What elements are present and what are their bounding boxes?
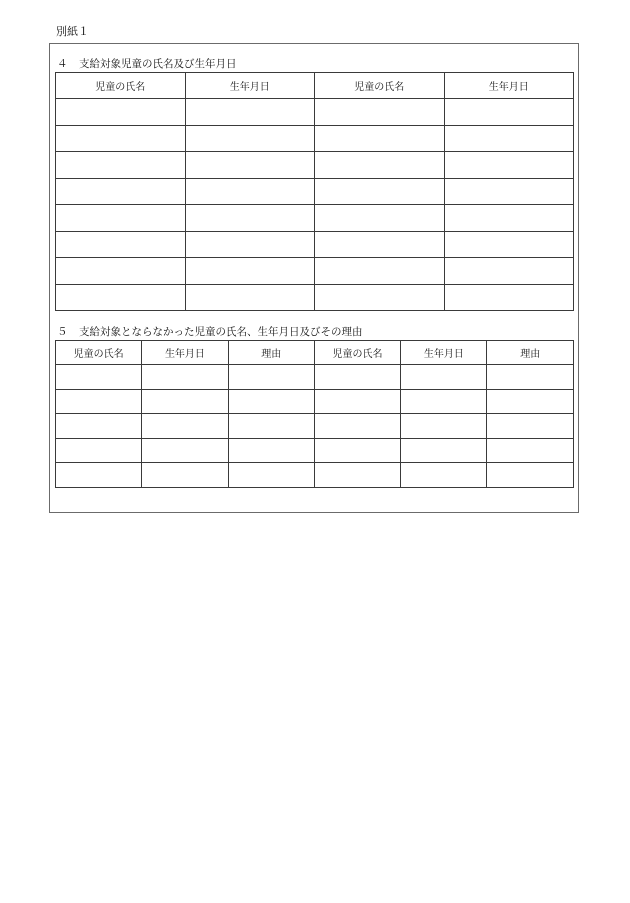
blank-entry-cell[interactable]: [487, 365, 574, 390]
blank-entry-cell[interactable]: [444, 258, 574, 285]
blank-entry-cell[interactable]: [56, 414, 142, 439]
blank-entry-cell[interactable]: [228, 414, 314, 439]
blank-entry-cell[interactable]: [315, 178, 445, 205]
table-row: [56, 389, 574, 414]
blank-entry-cell[interactable]: [56, 178, 186, 205]
table-row: [56, 365, 574, 390]
blank-entry-cell[interactable]: [444, 178, 574, 205]
blank-entry-cell[interactable]: [315, 152, 445, 179]
section-4-heading: 支給対象児童の氏名及び生年月日: [79, 58, 237, 70]
table-row: [56, 99, 574, 126]
blank-entry-cell[interactable]: [142, 438, 228, 463]
blank-entry-cell[interactable]: [228, 438, 314, 463]
blank-entry-cell[interactable]: [314, 389, 400, 414]
blank-entry-cell[interactable]: [56, 231, 186, 258]
blank-entry-cell[interactable]: [142, 463, 228, 488]
column-header-child-name: 児童の氏名: [56, 73, 186, 99]
blank-entry-cell[interactable]: [142, 414, 228, 439]
blank-entry-cell[interactable]: [315, 99, 445, 126]
blank-entry-cell[interactable]: [315, 125, 445, 152]
blank-entry-cell[interactable]: [56, 438, 142, 463]
blank-entry-cell[interactable]: [401, 414, 487, 439]
eligible-children-table: [55, 72, 574, 311]
blank-entry-cell[interactable]: [487, 389, 574, 414]
blank-entry-cell[interactable]: [315, 205, 445, 232]
table-row: [56, 463, 574, 488]
column-header-reason: 理由: [228, 341, 314, 365]
blank-entry-cell[interactable]: [56, 99, 186, 126]
table-row: [56, 258, 574, 285]
blank-entry-cell[interactable]: [401, 463, 487, 488]
column-header-child-name: 児童の氏名: [315, 73, 445, 99]
blank-entry-cell[interactable]: [444, 231, 574, 258]
blank-entry-cell[interactable]: [185, 284, 315, 311]
blank-entry-cell[interactable]: [185, 125, 315, 152]
blank-entry-cell[interactable]: [444, 99, 574, 126]
blank-entry-cell[interactable]: [487, 438, 574, 463]
column-header-birth-date: 生年月日: [401, 341, 487, 365]
blank-entry-cell[interactable]: [487, 463, 574, 488]
blank-entry-cell[interactable]: [185, 178, 315, 205]
blank-entry-cell[interactable]: [56, 389, 142, 414]
column-header-birth-date: 生年月日: [142, 341, 228, 365]
blank-entry-cell[interactable]: [315, 258, 445, 285]
blank-entry-cell[interactable]: [56, 284, 186, 311]
blank-entry-cell[interactable]: [228, 389, 314, 414]
column-header-birth-date: 生年月日: [185, 73, 315, 99]
column-header-reason: 理由: [487, 341, 574, 365]
table-row: [56, 152, 574, 179]
blank-entry-cell[interactable]: [315, 284, 445, 311]
blank-entry-cell[interactable]: [314, 414, 400, 439]
blank-entry-cell[interactable]: [185, 258, 315, 285]
blank-entry-cell[interactable]: [185, 205, 315, 232]
blank-entry-cell[interactable]: [56, 125, 186, 152]
column-header-child-name: 児童の氏名: [314, 341, 400, 365]
table-row: [56, 414, 574, 439]
blank-entry-cell[interactable]: [228, 463, 314, 488]
table-row: [56, 178, 574, 205]
section-4-number: ４: [57, 58, 68, 70]
blank-entry-cell[interactable]: [487, 414, 574, 439]
annex-label: 別紙１: [56, 25, 89, 38]
blank-entry-cell[interactable]: [315, 231, 445, 258]
table-row: [56, 231, 574, 258]
blank-entry-cell[interactable]: [314, 438, 400, 463]
blank-entry-cell[interactable]: [444, 205, 574, 232]
ineligible-children-table: [55, 340, 574, 488]
blank-entry-cell[interactable]: [228, 365, 314, 390]
table-header-row: [56, 341, 574, 365]
blank-entry-cell[interactable]: [142, 389, 228, 414]
section-5-title: [57, 326, 363, 339]
blank-entry-cell[interactable]: [56, 152, 186, 179]
blank-entry-cell[interactable]: [185, 152, 315, 179]
section-5-number: ５: [57, 326, 68, 338]
table-row: [56, 438, 574, 463]
blank-entry-cell[interactable]: [444, 152, 574, 179]
blank-entry-cell[interactable]: [185, 99, 315, 126]
blank-entry-cell[interactable]: [185, 231, 315, 258]
column-header-birth-date: 生年月日: [444, 73, 574, 99]
table-row: [56, 125, 574, 152]
blank-entry-cell[interactable]: [314, 365, 400, 390]
blank-entry-cell[interactable]: [401, 365, 487, 390]
blank-entry-cell[interactable]: [56, 463, 142, 488]
section-4-title: [57, 58, 237, 71]
blank-entry-cell[interactable]: [56, 205, 186, 232]
table-row: [56, 284, 574, 311]
blank-entry-cell[interactable]: [56, 365, 142, 390]
section-5-heading: 支給対象とならなかった児童の氏名、生年月日及びその理由: [79, 326, 363, 338]
blank-entry-cell[interactable]: [314, 463, 400, 488]
column-header-child-name: 児童の氏名: [56, 341, 142, 365]
table-header-row: [56, 73, 574, 99]
blank-entry-cell[interactable]: [401, 438, 487, 463]
blank-entry-cell[interactable]: [444, 284, 574, 311]
table-row: [56, 205, 574, 232]
blank-entry-cell[interactable]: [444, 125, 574, 152]
blank-entry-cell[interactable]: [142, 365, 228, 390]
blank-entry-cell[interactable]: [401, 389, 487, 414]
blank-entry-cell[interactable]: [56, 258, 186, 285]
